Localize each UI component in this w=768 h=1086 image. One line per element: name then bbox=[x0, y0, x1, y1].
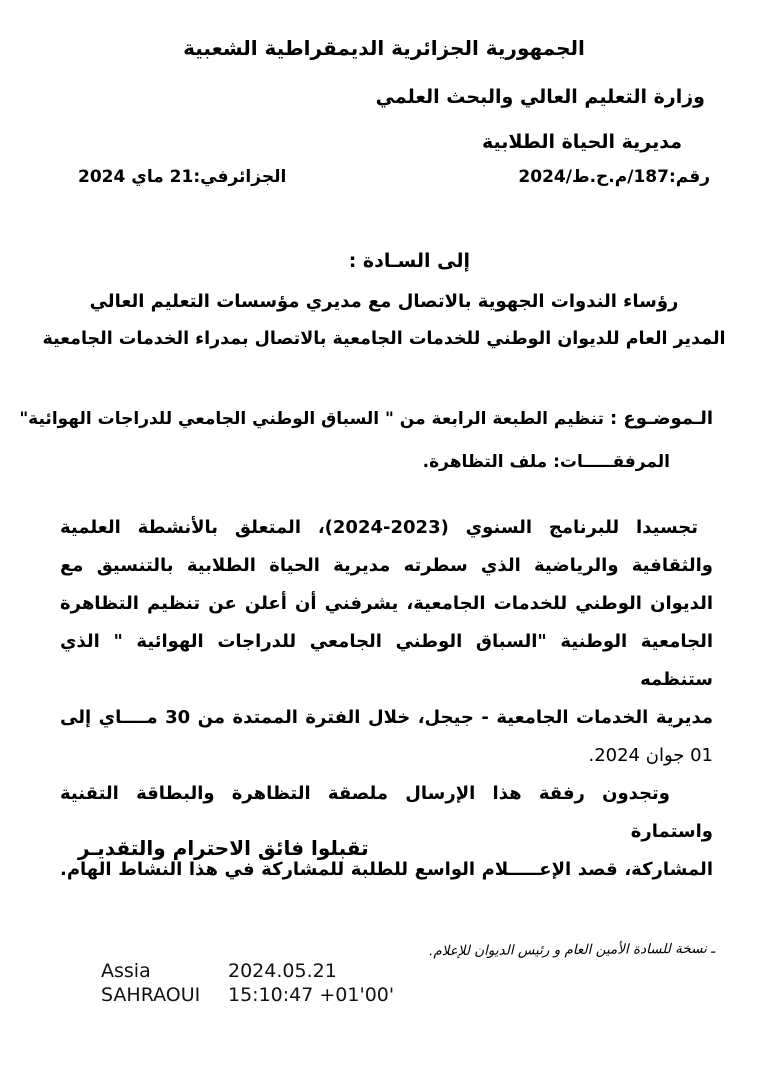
recipients-heading: إلى السـادة : bbox=[348, 250, 470, 272]
attachments-line bbox=[60, 452, 670, 472]
body-line: الديوان الوطني للخدمات الجامعية، يشرفني أن أعلن عن تنظيم التظاهرة bbox=[60, 593, 713, 614]
subject-label: الـموضـوع : bbox=[609, 408, 713, 429]
recipients-line-1: رؤساء الندوات الجهوية بالاتصال مع مديري مؤسسات التعليم العالي bbox=[89, 291, 679, 312]
signature-first-name: Assia bbox=[101, 960, 151, 982]
ministry-title: وزارة التعليم العالي والبحث العلمي bbox=[375, 86, 705, 108]
digital-signature-name bbox=[101, 959, 200, 1007]
subject-line bbox=[19, 408, 713, 429]
digital-signature-timestamp bbox=[228, 959, 394, 1007]
republic-title: الجمهورية الجزائرية الديمقراطية الشعبية bbox=[183, 36, 585, 60]
attachments-text: ملف التظاهرة. bbox=[422, 452, 554, 472]
signature-date: 2024.05.21 bbox=[228, 960, 337, 982]
signature-last-name: SAHRAOUI bbox=[101, 984, 201, 1006]
copy-distribution-note: ـ نسخة للسادة الأمين العام و رئيس الديوان للإعلام. bbox=[428, 940, 716, 960]
body-line: والثقافية والرياضية الذي سطرته مديرية الحياة الطلابية بالتنسيق مع bbox=[60, 555, 713, 576]
signature-time: 15:10:47 +01'00' bbox=[228, 984, 395, 1006]
letter-body bbox=[60, 509, 713, 889]
directorate-title: مديرية الحياة الطلابية bbox=[481, 131, 682, 153]
body-line: الجامعية الوطنية "السباق الوطني الجامعي للدراجات الهوائية " الذي ستنظمه bbox=[60, 631, 713, 690]
body-line: مديرية الخدمات الجامعية - جيجل، خلال الفترة الممتدة من 30 مــــاي إلى bbox=[60, 707, 713, 728]
recipients-line-2: المدير العام للديوان الوطني للخدمات الجامعية بالاتصال بمدراء الخدمات الجامعية bbox=[42, 329, 726, 349]
reference-number: رقم:187/م.ح.ط/2024 bbox=[518, 167, 710, 187]
body-line: المشاركة، قصد الإعـــــلام الواسع للطلبة للمشاركة في هذا النشاط الهام. bbox=[60, 859, 713, 880]
attachments-label: المرفقـــــات: bbox=[553, 452, 670, 472]
subject-text: تنظيم الطبعة الرابعة من " السباق الوطني الجامعي للدراجات الهوائية" bbox=[19, 409, 610, 429]
place-and-date: الجزائرفي:21 ماي 2024 bbox=[78, 167, 287, 187]
closing-salutation: تقبلوا فائق الاحترام والتقديـر bbox=[78, 836, 369, 860]
body-line: تجسيدا للبرنامج السنوي (2023-2024)، المتعلق بالأنشطة العلمية bbox=[60, 517, 699, 538]
body-line: 01 جوان 2024. bbox=[588, 745, 713, 766]
body-line: وتجدون رفقة هذا الإرسال ملصقة التظاهرة والبطاقة التقنية واستمارة bbox=[60, 783, 713, 842]
